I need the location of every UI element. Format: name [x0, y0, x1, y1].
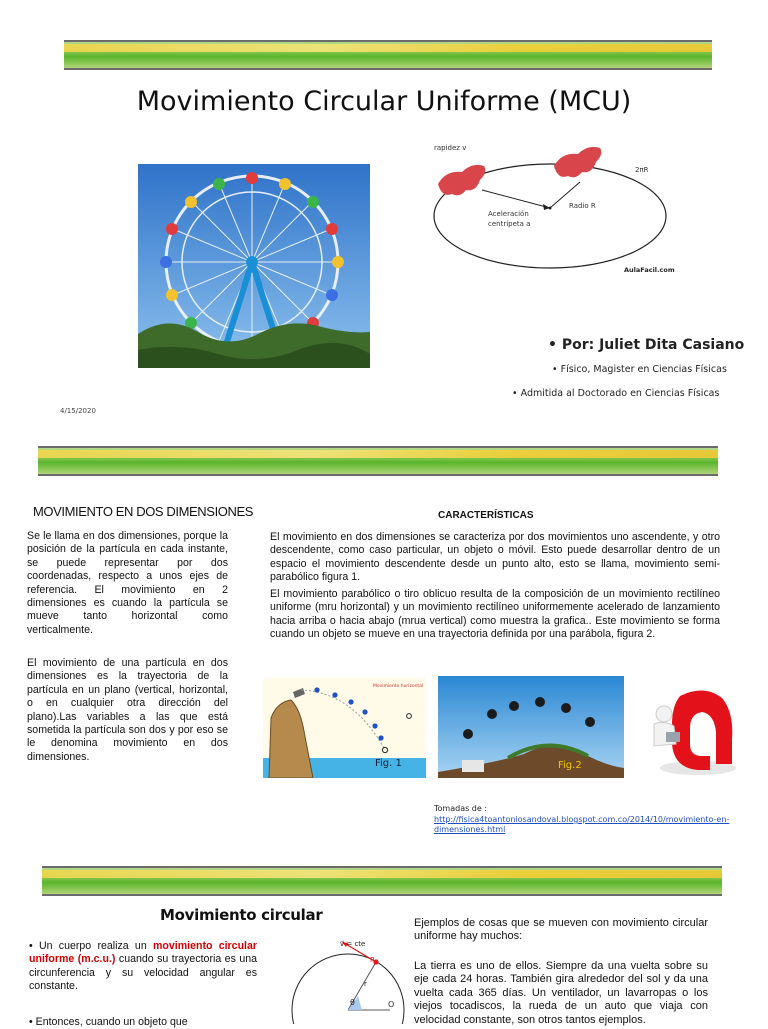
slide2-header-bar [38, 446, 718, 476]
diagram-o-label: O [388, 1000, 395, 1009]
slide3-left-highlight: movimiento circular uniforme (m.c.u.) [29, 940, 257, 966]
slide3-header-bar [42, 866, 722, 896]
slide1-header-bar [64, 40, 712, 70]
source-label: Tomadas de : [434, 804, 488, 813]
diagram-speed-label: rapidez v [434, 144, 467, 152]
figure-1-caption: Fig. 1 [375, 758, 402, 769]
slide3-left-post: cuando su trayectoria es una circunferencia y su velocidad angular es constante. [29, 953, 257, 993]
diagram-theta-label: θ [350, 998, 355, 1007]
diagram-credit: AulaFacil.com [624, 266, 675, 274]
figure-1-image [263, 678, 426, 778]
source-link[interactable]: http://fisica4toantoniosandoval.blogspot.com.co/2014/10/movimiento-en-dimensiones.html [434, 815, 730, 834]
author-line: • Por: Juliet Dita Casiano [548, 337, 745, 353]
mcu-diagram [432, 140, 675, 275]
credential-line-2: • Admitida al Doctorado en Ciencias Físicas [512, 388, 720, 399]
slide2-left-paragraph-1: Se le llama en dos dimensiones, porque la posición de la partícula en cada instante, se puede representar por dos coordenadas, respecto a unos ejes de referencia. El movimiento en 2 dimensiones es cuando la partícula se mueve tanto horizontal como verticalmente. [27, 530, 228, 636]
svg-text:Movimiento horizontal: Movimiento horizontal [373, 684, 424, 689]
slide3-left-more: • Entonces, cuando un objeto que [29, 1016, 188, 1028]
ferris-wheel-image [138, 164, 370, 368]
slide2-left-paragraph-2: El movimiento de una partícula en dos dimensiones es la trayectoria de la partícula en un plano (vertical, horizontal, o en cualquier otra dirección del plano).Las variables a las que está sometida la partícula son dos y por eso se le denomina movimiento en dos dimensiones. [27, 657, 228, 763]
diagram-p-label: P [370, 956, 375, 964]
slide3-right-paragraph-2: La tierra es uno de ellos. Siempre da una vuelta sobre su eje cada 24 horas. También gira alrededor del sol y da una vuelta cada 365 días. Un ventilador, un lavarropas o los viejos tocadiscos, la rueda de un auto que viaja con velocidad constante, son otros tantos ejemplos. [414, 960, 708, 1026]
slide1-title: Movimiento Circular Uniforme (MCU) [136, 86, 632, 117]
diagram-accel-label-2: centrípeta a [488, 220, 531, 228]
credential-line-1: • Físico, Magister en Ciencias Físicas [552, 364, 727, 375]
figure-2-caption: Fig.2 [558, 760, 582, 771]
figure-3d-person-image [636, 684, 740, 778]
diagram-perimeter-label: 2πR [635, 166, 649, 174]
diagram-r-label: r [364, 980, 367, 988]
circular-motion-diagram [278, 934, 408, 1024]
caracteristicas-heading: CARACTERÍSTICAS [438, 510, 534, 521]
slide2-right-paragraph-1: El movimiento en dos dimensiones se caracteriza por dos movimientos uno ascendente, y otro descendente, como caso particular, un objeto o móvil. Esto puede desarrollar dentro de un espacio el movimiento descendente desde un punto alto, esto se llama, movimiento semi-parabólico figura 1. [270, 531, 720, 584]
diagram-v-label: v⃗ = cte [340, 940, 366, 948]
slide2-heading: MOVIMIENTO EN DOS DIMENSIONES [33, 504, 254, 519]
slide2-right-paragraph-2: El movimiento parabólico o tiro oblicuo resulta de la composición de un movimiento rectilíneo uniforme (mru horizontal) y un movimiento rectilíneo uniformemente acelerado de lanzamiento hacia arriba o hacia abajo (mrua vertical) como muestra la grafica.. Este movimiento se forma cuando un objeto se mueve en una trayectoria definida por una parábola, figura 2. [270, 588, 720, 641]
slide1-date: 4/15/2020 [60, 407, 96, 415]
slide3-heading: Movimiento circular [160, 906, 323, 924]
figure-2-image [438, 676, 624, 778]
diagram-radius-label: Radio R [569, 202, 596, 210]
slide3-left-paragraph [29, 940, 257, 994]
diagram-accel-label-1: Aceleración [488, 210, 529, 218]
slide3-right-paragraph-1: Ejemplos de cosas que se mueven con movimiento circular uniforme hay muchos: [414, 917, 708, 943]
slide3-left-pre: • Un cuerpo realiza un [29, 940, 153, 952]
